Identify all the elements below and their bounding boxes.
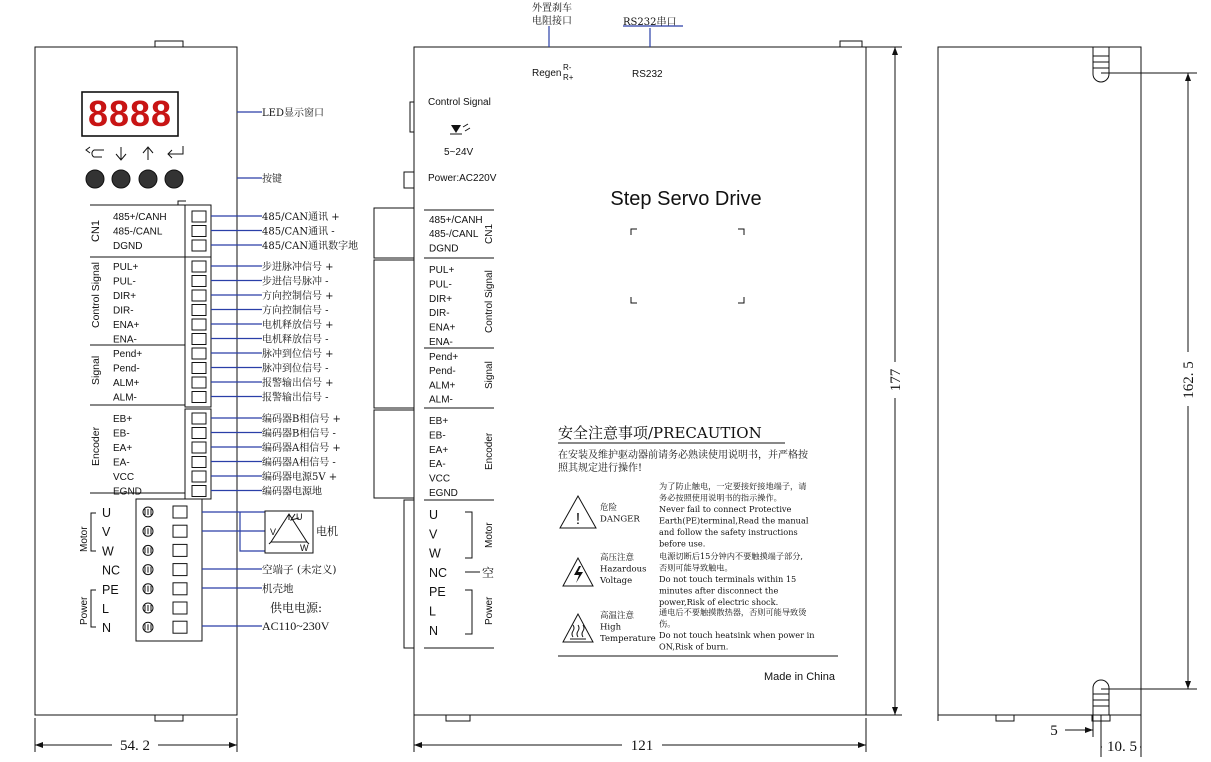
front-pin-cn1-0: 485+/CANH <box>113 212 167 223</box>
terminal-label-2: W <box>102 544 114 559</box>
temp-label-0: 高温注意 <box>600 611 635 621</box>
svg-text:!: ! <box>575 511 581 528</box>
terminal-screw-mark-4 <box>145 586 151 592</box>
side-pin-enc-1: EB- <box>429 430 446 442</box>
terminal-screw-mark-3 <box>145 567 151 573</box>
power-group-label: Power <box>79 596 90 625</box>
temp-label-1: High <box>600 622 622 633</box>
side-view <box>374 1 1014 721</box>
side-pin-term-5: L <box>429 604 436 619</box>
side-pin-ctl-3: DIR- <box>429 308 450 320</box>
annotation-sig-1: 脉冲到位信号 - <box>262 363 329 375</box>
side-pin-enc-3: EA- <box>429 459 446 471</box>
front-pin-ctl-2: DIR+ <box>113 291 137 302</box>
pin-slot-cn1-1 <box>192 226 206 237</box>
front-pin-sig-1: Pend- <box>113 363 140 375</box>
pin-slot-cn1-2 <box>192 240 206 251</box>
terminal-screw-mark-5 <box>145 605 151 611</box>
terminal-socket-1 <box>173 525 187 537</box>
key-down[interactable] <box>112 170 130 188</box>
voltage-label-1: Hazardous <box>600 564 647 575</box>
front-terminals <box>102 506 187 635</box>
control-group-label: Control Signal <box>90 262 102 328</box>
front-pin-enc-2: EA+ <box>113 443 133 454</box>
regen-label: Regen <box>532 68 562 79</box>
keys <box>86 170 183 188</box>
temp-text-3: ON,Risk of burn. <box>659 641 729 652</box>
annotations <box>262 106 358 633</box>
danger-text-3: Earth(PE)terminal,Read the manual <box>659 515 809 526</box>
down-arrow-icon <box>116 147 126 160</box>
terminal-label-6: N <box>102 621 112 636</box>
side-signal-label: Signal <box>484 361 495 389</box>
side-pin-cn1-2: DGND <box>429 243 459 255</box>
pin-slot-ctl-2 <box>192 290 206 301</box>
annotation-cn1-1: 485/CAN通讯 - <box>262 226 335 238</box>
voltage-label: 5~24V <box>444 147 474 158</box>
annotation-power-range: AC110~230V <box>262 619 330 633</box>
side-pin-term-3: NC <box>429 565 448 580</box>
side-pin-sig-3: ALM- <box>429 394 453 406</box>
pin-slot-enc-5 <box>192 486 206 497</box>
front-pin-enc-1: EB- <box>113 428 130 440</box>
side-control-label: Control Signal <box>484 270 495 333</box>
front-pin-ctl-4: ENA+ <box>113 320 140 331</box>
rs232-label: RS232 <box>632 69 663 80</box>
annotation-cn1-2: 485/CAN通讯数字地 <box>262 241 359 252</box>
motor-label: 电机 <box>316 525 338 538</box>
control-signal-title: Control Signal <box>428 97 491 108</box>
encoder-group-label: Encoder <box>90 426 102 466</box>
terminal-label-3: NC <box>102 563 121 578</box>
voltage-label-0: 高压注意 <box>600 553 635 563</box>
front-pin-cn1-2: DGND <box>113 241 143 252</box>
terminal-socket-5 <box>173 602 187 614</box>
annotation-enc-5: 编码器电源地 <box>262 486 322 498</box>
side-pin-ctl-5: ENA- <box>429 337 453 348</box>
side-pin-enc-4: VCC <box>429 473 451 485</box>
side-width-value: 121 <box>630 738 654 754</box>
regen-callout-1: 外置刹车 <box>532 3 572 14</box>
side-power-label: Power <box>484 596 495 625</box>
annotation-sig-3: 报警输出信号 - <box>262 392 329 404</box>
pin-slot-enc-2 <box>192 442 206 453</box>
voltage-text-0: 电源切断后15分钟内不要触摸端子部分, <box>659 551 804 561</box>
pin-slot-sig-1 <box>192 363 206 374</box>
annotation-ctl-3: 方向控制信号 - <box>262 305 329 317</box>
pin-slot-ctl-4 <box>192 319 206 330</box>
temp-text-0: 通电后不要触摸散热器，否则可能导致烫 <box>659 607 807 617</box>
annotation-sig-2: 报警输出信号 + <box>262 378 334 389</box>
led-display <box>82 92 178 136</box>
precaution-block <box>558 448 815 652</box>
side-pin-term-6: N <box>429 623 439 638</box>
temp-text-1: 伤。 <box>659 618 676 629</box>
hot-surface-icon <box>563 614 593 642</box>
annotation-sig-0: 脉冲到位信号 + <box>262 349 334 360</box>
annotation-ctl-5: 电机释放信号 - <box>262 334 329 346</box>
side-width-dimension <box>414 718 866 754</box>
danger-text-1: 务必按照使用说明书的指示操作。 <box>659 492 782 503</box>
danger-label-1: DANGER <box>600 514 640 525</box>
annotation-cn1-0: 485/CAN通讯 + <box>262 212 340 223</box>
leader-motor <box>202 512 265 551</box>
front-pin-sig-0: Pend+ <box>113 349 143 360</box>
annotation-ctl-1: 步进信号脉冲 - <box>262 276 329 288</box>
annotation-ctl-2: 方向控制信号 + <box>262 291 334 302</box>
temp-text-2: Do not touch heatsink when power in <box>659 630 815 640</box>
key-up[interactable] <box>139 170 157 188</box>
annotation-nc: 空端子 (未定义) <box>262 564 337 576</box>
key-enter[interactable] <box>165 170 183 188</box>
voltage-text-2: Do not touch terminals within 15 <box>659 574 797 584</box>
r-minus-label: R- <box>563 63 572 72</box>
voltage-icon <box>563 558 593 586</box>
side-pin-term-4: PE <box>429 585 446 600</box>
side-cn1-label: CN1 <box>484 223 495 244</box>
danger-text-5: before use. <box>659 538 706 549</box>
side-pin-labels <box>429 215 483 638</box>
side-pin-term-2: W <box>429 546 441 561</box>
side-pin-ctl-0: PUL+ <box>429 265 455 276</box>
pin-slot-cn1-0 <box>192 211 206 222</box>
front-pin-enc-3: EA- <box>113 457 130 469</box>
front-width-dimension <box>35 718 237 754</box>
front-pin-slots <box>192 211 206 497</box>
cn1-group-label: CN1 <box>90 219 102 242</box>
voltage-label-2: Voltage <box>600 576 633 586</box>
motor-u-label: U <box>296 512 303 522</box>
voltage-text-3: minutes after disconnect the <box>659 585 779 596</box>
side-pin-enc-5: EGND <box>429 488 458 499</box>
annotation-keys: 按键 <box>262 174 282 185</box>
side-pin-sig-0: Pend+ <box>429 352 459 363</box>
led-digits: 8888 <box>87 93 173 134</box>
side-pin-ctl-4: ENA+ <box>429 322 456 334</box>
top-slot <box>1093 47 1109 82</box>
pin-slot-enc-4 <box>192 471 206 482</box>
height-dimension <box>866 47 904 715</box>
terminal-screw-mark-2 <box>145 547 151 553</box>
front-pin-labels <box>113 212 167 498</box>
precaution-title: 安全注意事项/PRECAUTION <box>558 424 762 442</box>
side-pin-sig-1: Pend- <box>429 366 456 378</box>
voltage-text-4: power,Risk of electric shock. <box>659 597 779 607</box>
back-view <box>938 47 1197 757</box>
pin-slot-enc-1 <box>192 428 206 439</box>
annotation-enc-2: 编码器A相信号 + <box>262 443 341 454</box>
danger-label-0: 危险 <box>600 503 618 513</box>
side-pin-term-1: V <box>429 527 438 542</box>
precaution-intro-0: 在安装及维护驱动器前请务必熟读使用说明书，并严格按 <box>558 450 808 461</box>
side-nc-note: 空 <box>482 566 495 580</box>
rs232-callout: RS232串口 <box>623 17 677 28</box>
terminal-socket-4 <box>173 583 187 595</box>
motor-symbol <box>265 511 338 553</box>
side-pin-enc-0: EB+ <box>429 416 449 427</box>
front-pin-enc-4: VCC <box>113 472 135 483</box>
led-indicator-icon <box>450 124 470 134</box>
front-pin-enc-5: EGND <box>113 486 142 498</box>
side-motor-label: Motor <box>484 522 495 548</box>
annotation-enc-0: 编码器B相信号 + <box>262 414 341 425</box>
pin-slot-enc-3 <box>192 457 206 468</box>
annotation-enc-4: 编码器电源5V + <box>262 472 338 483</box>
inner-height-value: 162. 5 <box>1181 361 1197 399</box>
return-icon <box>86 147 104 157</box>
terminal-screw-mark-6 <box>145 624 151 630</box>
annotation-power-title: 供电电源: <box>270 601 323 615</box>
terminal-screw-mark-1 <box>145 528 151 534</box>
precaution-intro-1: 照其规定进行操作! <box>558 463 643 474</box>
enter-icon <box>168 146 183 158</box>
danger-text-0: 为了防止触电，一定要接好接地端子，请 <box>659 481 807 491</box>
front-pin-ctl-0: PUL+ <box>113 262 139 273</box>
terminal-label-0: U <box>102 506 112 520</box>
side-encoder-label: Encoder <box>484 432 495 470</box>
pin-slot-ctl-0 <box>192 261 206 272</box>
motor-group-label: Motor <box>79 526 90 552</box>
slot-offset-value: 10. 5 <box>1107 739 1137 755</box>
slot-value: 5 <box>1050 723 1058 739</box>
side-pin-term-0: U <box>429 508 439 522</box>
height-value: 177 <box>888 368 904 392</box>
side-pin-enc-2: EA+ <box>429 444 449 456</box>
annotation-enc-3: 编码器A相信号 - <box>262 457 336 469</box>
side-pin-sig-2: ALM+ <box>429 380 456 392</box>
side-pin-cn1-0: 485+/CANH <box>429 215 483 226</box>
power-label: Power:AC220V <box>428 173 497 184</box>
product-title: Step Servo Drive <box>610 188 762 210</box>
pin-slot-ctl-5 <box>192 334 206 345</box>
danger-icon <box>560 496 596 528</box>
pin-slot-sig-2 <box>192 377 206 388</box>
danger-text-4: and follow the safety instructions <box>659 527 798 537</box>
terminal-screw-mark-0 <box>145 509 151 515</box>
bottom-slot <box>1093 680 1109 715</box>
front-pin-ctl-1: PUL- <box>113 276 136 288</box>
side-pin-ctl-2: DIR+ <box>429 293 453 305</box>
r-plus-label: R+ <box>563 73 574 82</box>
annotation-led: LED显示窗口 <box>262 108 324 119</box>
terminal-socket-3 <box>173 564 187 576</box>
motor-v-label: V <box>270 527 277 537</box>
terminal-label-1: V <box>102 525 111 540</box>
front-width-value: 54. 2 <box>120 738 150 754</box>
annotation-enc-1: 编码器B相信号 - <box>262 428 336 440</box>
temp-label-2: Temperature <box>600 634 656 644</box>
signal-group-label: Signal <box>90 355 102 385</box>
pin-slot-enc-0 <box>192 413 206 424</box>
pin-slot-sig-3 <box>192 392 206 403</box>
regen-callout-2: 电阻接口 <box>532 16 572 27</box>
key-return[interactable] <box>86 170 104 188</box>
terminal-socket-0 <box>173 506 187 518</box>
terminal-socket-6 <box>173 621 187 633</box>
annotation-ctl-0: 步进脉冲信号 + <box>262 262 334 273</box>
voltage-text-1: 否则可能导致触电。 <box>659 562 733 573</box>
danger-text-2: Never fail to connect Protective <box>659 504 792 514</box>
front-pin-sig-2: ALM+ <box>113 378 140 389</box>
side-pin-cn1-1: 485-/CANL <box>429 229 479 241</box>
pin-slot-ctl-3 <box>192 305 206 316</box>
front-pin-sig-3: ALM- <box>113 392 137 404</box>
annotation-ctl-4: 电机释放信号 + <box>262 320 334 331</box>
terminal-label-4: PE <box>102 582 119 597</box>
front-pin-cn1-1: 485-/CANL <box>113 226 163 238</box>
annotation-pe: 机壳地 <box>262 583 294 595</box>
terminal-socket-2 <box>173 544 187 556</box>
front-view <box>35 41 237 721</box>
front-pin-ctl-5: ENA- <box>113 334 137 346</box>
front-pin-enc-0: EB+ <box>113 414 133 425</box>
pin-slot-sig-0 <box>192 348 206 359</box>
side-pin-ctl-1: PUL- <box>429 279 452 291</box>
pin-slot-ctl-1 <box>192 276 206 287</box>
motor-w-label: W <box>300 543 309 553</box>
made-in-label: Made in China <box>764 671 835 683</box>
up-arrow-icon <box>143 147 153 160</box>
front-pin-ctl-3: DIR- <box>113 305 134 317</box>
terminal-label-5: L <box>102 602 109 616</box>
